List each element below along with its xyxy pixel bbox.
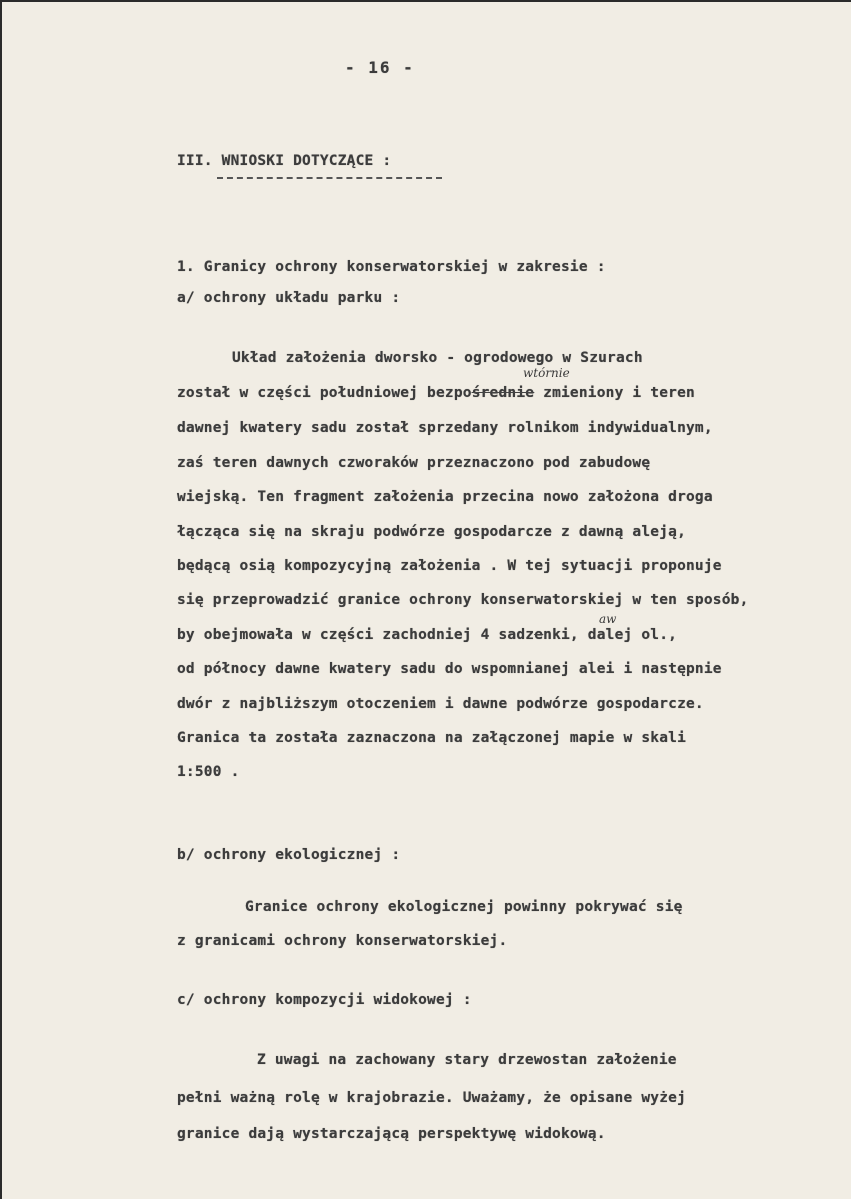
paragraph-b-line-2: z granicami ochrony konserwatorskiej. — [177, 933, 508, 949]
paragraph-c-line-1: Z uwagi na zachowany stary drzewostan założenie — [257, 1052, 677, 1068]
paragraph-a-line-9 — [177, 627, 677, 643]
paragraph-a-line-12: Granica ta została zaznaczona na załączonej mapie w skali — [177, 730, 686, 746]
paragraph-a-line-5: wiejską. Ten fragment założenia przecina nowo założona droga — [177, 489, 713, 505]
paragraph-b-line-1: Granice ochrony ekologicznej powinny pokrywać się — [245, 899, 683, 915]
line-2-after: zmieniony i teren — [534, 385, 695, 401]
line-2-before: został w części południowej bezpo — [177, 385, 472, 401]
paragraph-a-line-13: 1:500 . — [177, 764, 240, 780]
paragraph-a-line-3: dawnej kwatery sadu został sprzedany rolnikom indywidualnym, — [177, 420, 713, 436]
line-9-after: nki, dalej ol., — [543, 627, 678, 643]
heading-underline — [217, 177, 442, 179]
section-1-title: 1. Granicy ochrony konserwatorskiej w zakresie : — [177, 259, 606, 275]
handwritten-insertion-2: aw — [599, 612, 617, 626]
paragraph-a-line-4: zaś teren dawnych czworaków przeznaczono pod zabudowę — [177, 455, 651, 471]
paragraph-a-line-2 — [177, 385, 695, 401]
subsection-a-title: a/ ochrony układu parku : — [177, 290, 401, 306]
subsection-c-title: c/ ochrony kompozycji widokowej : — [177, 992, 472, 1008]
paragraph-a-line-11: dwór z najbliższym otoczeniem i dawne podwórze gospodarcze. — [177, 696, 704, 712]
paragraph-a-line-6: łącząca się na skraju podwórze gospodarcze z dawną aleją, — [177, 524, 686, 540]
subsection-b-title: b/ ochrony ekologicznej : — [177, 847, 401, 863]
paragraph-a-line-1: Układ założenia dworsko - ogrodowego w Szurach — [232, 350, 643, 366]
paragraph-c-line-3: granice dają wystarczającą perspektywę widokową. — [177, 1126, 606, 1142]
struck-word: średnie — [471, 385, 535, 401]
paragraph-c-line-2: pełni ważną rolę w krajobrazie. Uważamy, że opisane wyżej — [177, 1090, 686, 1106]
paragraph-a-line-8: się przeprowadzić granice ochrony konserwatorskiej w ten sposób, — [177, 592, 749, 608]
handwritten-insertion-1: wtórnie — [523, 366, 570, 380]
paragraph-a-line-10: od północy dawne kwatery sadu do wspomnianej alei i następnie — [177, 661, 722, 677]
page-number: - 16 - — [345, 58, 415, 77]
paragraph-a-line-7: będącą osią kompozycyjną założenia . W tej sytuacji proponuje — [177, 558, 722, 574]
section-heading: III. WNIOSKI DOTYCZĄCE : — [177, 153, 392, 169]
line-9-before: by obejmowała w części zachodniej 4 sadz — [177, 627, 535, 643]
struck-letter: e — [534, 627, 544, 643]
